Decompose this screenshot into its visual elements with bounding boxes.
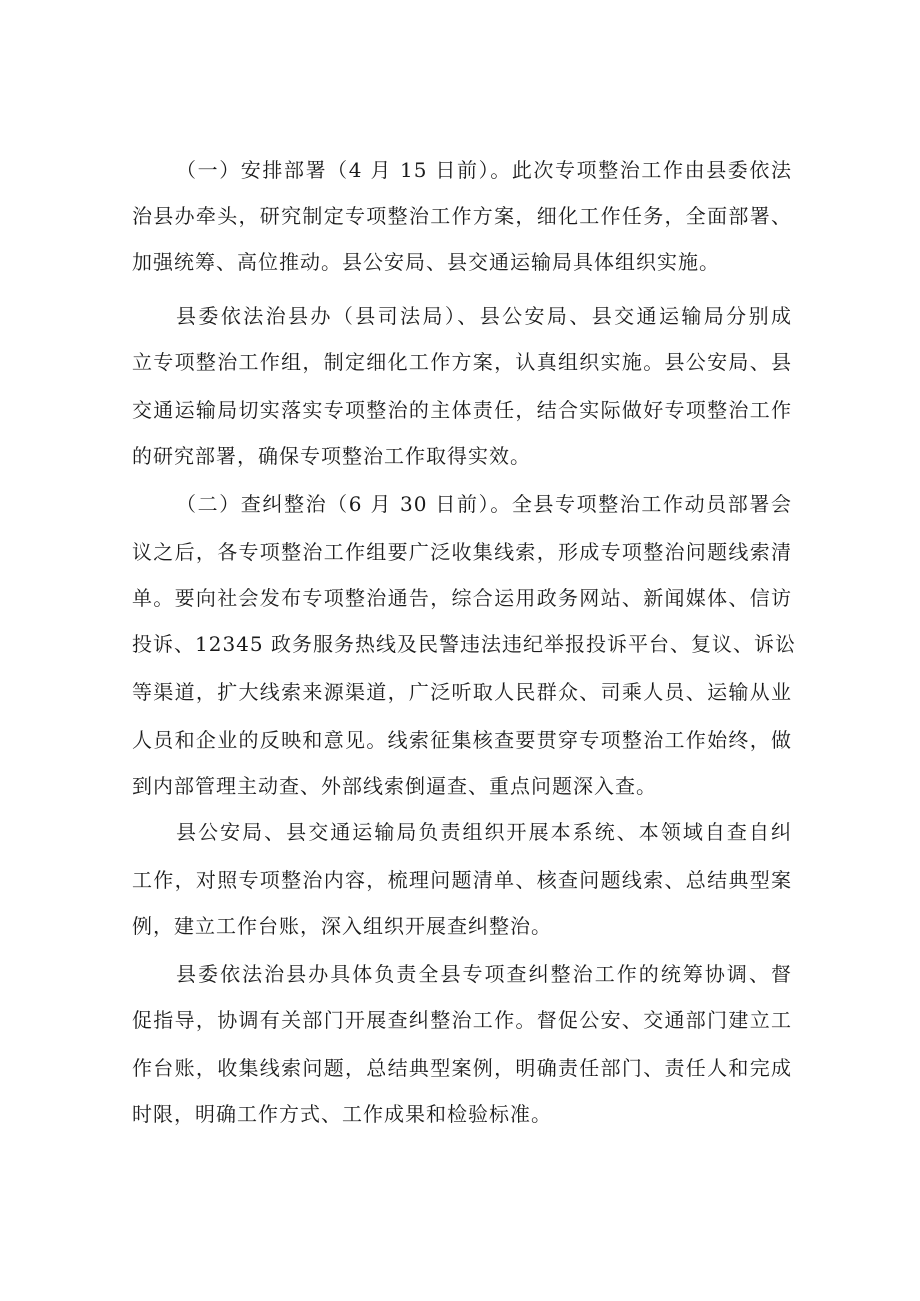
paragraph-line: 时限，明确工作方式、工作成果和检验标准。	[132, 1102, 552, 1126]
paragraph-line: （二）查纠整治（6 月 30 日前）。全县专项整治工作动员部署会	[176, 492, 792, 516]
paragraph-line: 例，建立工作台账，深入组织开展查纠整治。	[132, 914, 552, 938]
paragraph-line: 立专项整治工作组，制定细化工作方案，认真组织实施。县公安局、县	[132, 350, 792, 374]
paragraph-line: （一）安排部署（4 月 15 日前）。此次专项整治工作由县委依法	[176, 158, 792, 182]
paragraph-line: 议之后，各专项整治工作组要广泛收集线索，形成专项整治问题线索清	[132, 540, 792, 564]
paragraph-line: 投诉、12345 政务服务热线及民警违法违纪举报投诉平台、复议、诉讼	[132, 632, 796, 656]
paragraph-line: 作台账，收集线索问题，总结典型案例，明确责任部门、责任人和完成	[132, 1056, 792, 1080]
paragraph-line: 促指导，协调有关部门开展查纠整治工作。督促公安、交通部门建立工	[132, 1008, 792, 1032]
paragraph-line: 工作，对照专项整治内容，梳理问题清单、核查问题线索、总结典型案	[132, 868, 792, 892]
paragraph-line: 等渠道，扩大线索来源渠道，广泛听取人民群众、司乘人员、运输从业	[132, 680, 792, 704]
paragraph-line: 治县办牵头，研究制定专项整治工作方案，细化工作任务，全面部署、	[132, 204, 792, 228]
paragraph-line: 县委依法治县办具体负责全县专项查纠整治工作的统筹协调、督	[176, 962, 792, 986]
paragraph-line: 人员和企业的反映和意见。线索征集核查要贯穿专项整治工作始终，做	[132, 728, 792, 752]
paragraph-line: 到内部管理主动查、外部线索倒逼查、重点问题深入查。	[132, 774, 657, 798]
paragraph-line: 县委依法治县办（县司法局）、县公安局、县交通运输局分别成	[176, 304, 792, 328]
paragraph-line: 单。要向社会发布专项整治通告，综合运用政务网站、新闻媒体、信访	[132, 586, 792, 610]
paragraph-line: 县公安局、县交通运输局负责组织开展本系统、本领域自查自纠	[176, 820, 792, 844]
paragraph-line: 交通运输局切实落实专项整治的主体责任，结合实际做好专项整治工作	[132, 398, 792, 422]
paragraph-line: 的研究部署，确保专项整治工作取得实效。	[132, 444, 531, 468]
paragraph-line: 加强统筹、高位推动。县公安局、县交通运输局具体组织实施。	[132, 250, 720, 274]
